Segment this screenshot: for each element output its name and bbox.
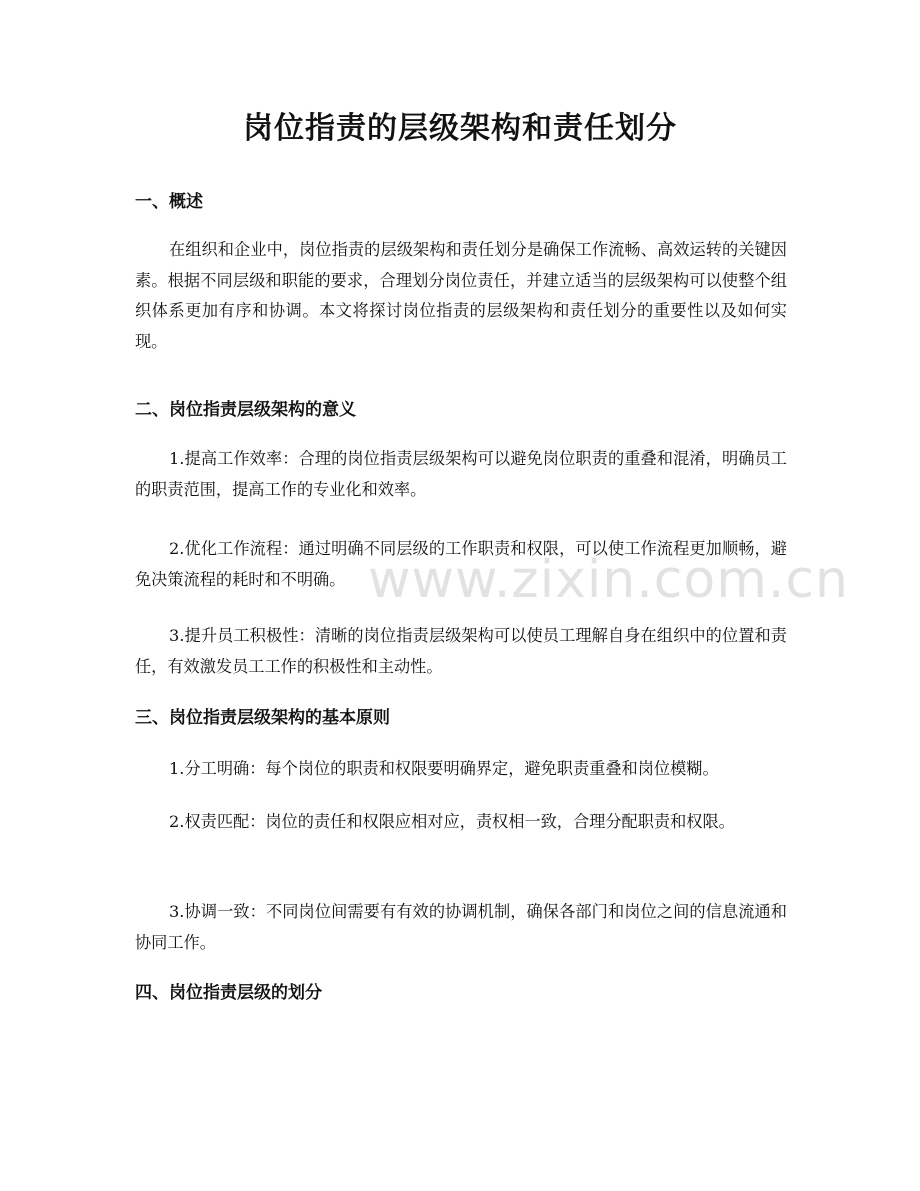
paragraph-coordination: 3.协调一致：不同岗位间需要有有效的协调机制，确保各部门和岗位之间的信息流通和协同工作。	[135, 902, 787, 952]
section-heading-overview: 一、概述	[135, 192, 203, 212]
paragraph-efficiency: 1.提高工作效率：合理的岗位指责层级架构可以避免岗位职责的重叠和混淆，明确员工的职责范围，提高工作的专业化和效率。	[135, 449, 787, 499]
paragraph-motivation: 3.提升员工积极性：清晰的岗位指责层级架构可以使员工理解自身在组织中的位置和责任，有效激发员工工作的积极性和主动性。	[135, 626, 787, 676]
document-title: 岗位指责的层级架构和责任划分	[243, 111, 677, 146]
paragraph-division: 1.分工明确：每个岗位的职责和权限要明确界定，避免职责重叠和岗位模糊。	[169, 759, 719, 778]
paragraph-matching: 2.权责匹配：岗位的责任和权限应相对应，责权相一致，合理分配职责和权限。	[169, 812, 735, 831]
watermark: www.zixin.com.cn	[368, 550, 849, 610]
paragraph-workflow: 2.优化工作流程：通过明确不同层级的工作职责和权限，可以使工作流程更加顺畅，避免决策流程的耗时和不明确。	[135, 539, 787, 589]
paragraph-overview: 在组织和企业中，岗位指责的层级架构和责任划分是确保工作流畅、高效运转的关键因素。根据不同层级和职能的要求，合理划分岗位责任，并建立适当的层级架构可以使整个组织体系更加有序和协调。本文将探讨岗位指责的层级架构和责任划分的重要性以及如何实现。	[135, 240, 787, 351]
section-heading-principles: 三、岗位指责层级架构的基本原则	[135, 708, 390, 728]
section-heading-significance: 二、岗位指责层级架构的意义	[135, 400, 356, 420]
section-heading-levels: 四、岗位指责层级的划分	[135, 983, 322, 1003]
